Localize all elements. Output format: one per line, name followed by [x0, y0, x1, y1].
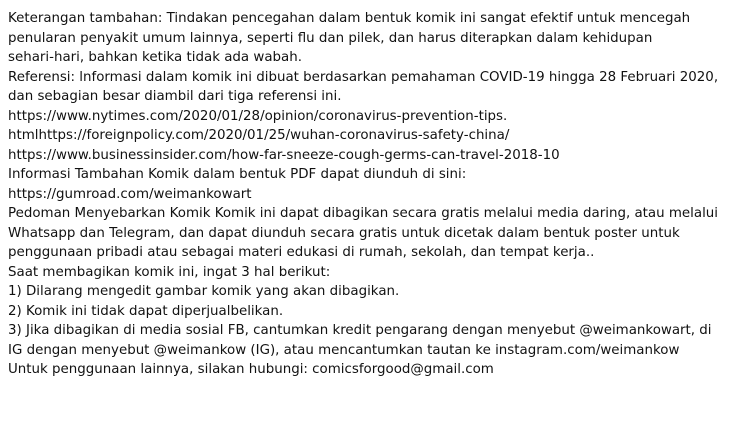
sharing-guidelines-line-1: Pedoman Menyebarkan Komik Komik ini dapat dibagikan secara gratis melalui media daring, atau melalui: [8, 206, 719, 221]
sharing-guidelines-line-3: penggunaan pribadi atau sebagai materi edukasi di rumah, sekolah, dan tempat kerja..: [8, 245, 595, 260]
document-body: [8, 9, 744, 380]
reference-url-nytimes: https://www.nytimes.com/2020/01/28/opinion/coronavirus-prevention-tips.: [8, 108, 508, 124]
sharing-guidelines-line-2: Whatsapp dan Telegram, dan dapat diunduh secara gratis untuk dicetak dalam bentuk poster untuk: [8, 225, 680, 241]
contact-line: Untuk penggunaan lainnya, silakan hubungi: comicsforgood@gmail.com: [8, 362, 494, 377]
references-line-2: dan sebagian besar diambil dari tiga referensi ini.: [8, 89, 342, 104]
pdf-download-url: https://gumroad.com/weimankowart: [8, 186, 252, 202]
additional-notes-line-1: Keterangan tambahan: Tindakan pencegahan dalam bentuk komik ini sangat efektif untuk mencegah: [8, 11, 691, 26]
sharing-rule-3-line-2: IG dengan menyebut @weimankow (IG), atau mencantumkan tautan ke instagram.com/weimankow: [8, 342, 680, 358]
references-line-1: Referensi: lnformasi dalam komik ini dibuat berdasarkan pemahaman COVID-19 hingga 28 Februari 2020,: [8, 69, 719, 85]
reference-url-businessinsider: https://www.businessinsider.com/how-far-sneeze-cough-germs-can-travel-2018-10: [8, 147, 560, 163]
additional-notes-line-3: sehari-hari, bahkan ketika tidak ada wabah.: [8, 50, 302, 65]
pdf-info-line: Informasi Tambahan Komik dalam bentuk PDF dapat diunduh di sini:: [8, 167, 467, 182]
sharing-rule-3-line-1: 3) Jika dibagikan di media sosial FB, cantumkan kredit pengarang dengan menyebut @weimankowart, di: [8, 323, 712, 338]
sharing-rule-2: 2) Komik ini tidak dapat diperjualbelikan.: [8, 303, 284, 319]
sharing-rules-intro: Saat membagikan komik ini, ingat 3 hal berikut:: [8, 264, 331, 280]
reference-url-foreignpolicy: htmlhttps://foreignpolicy.com/2020/01/25/wuhan-coronavirus-safety-china/: [8, 128, 510, 143]
sharing-rule-1: 1) Dilarang mengedit gambar komik yang akan dibagikan.: [8, 284, 400, 299]
additional-notes-line-2: penularan penyakit umum lainnya, seperti flu dan pilek, dan harus diterapkan dalam kehidupan: [8, 30, 653, 46]
